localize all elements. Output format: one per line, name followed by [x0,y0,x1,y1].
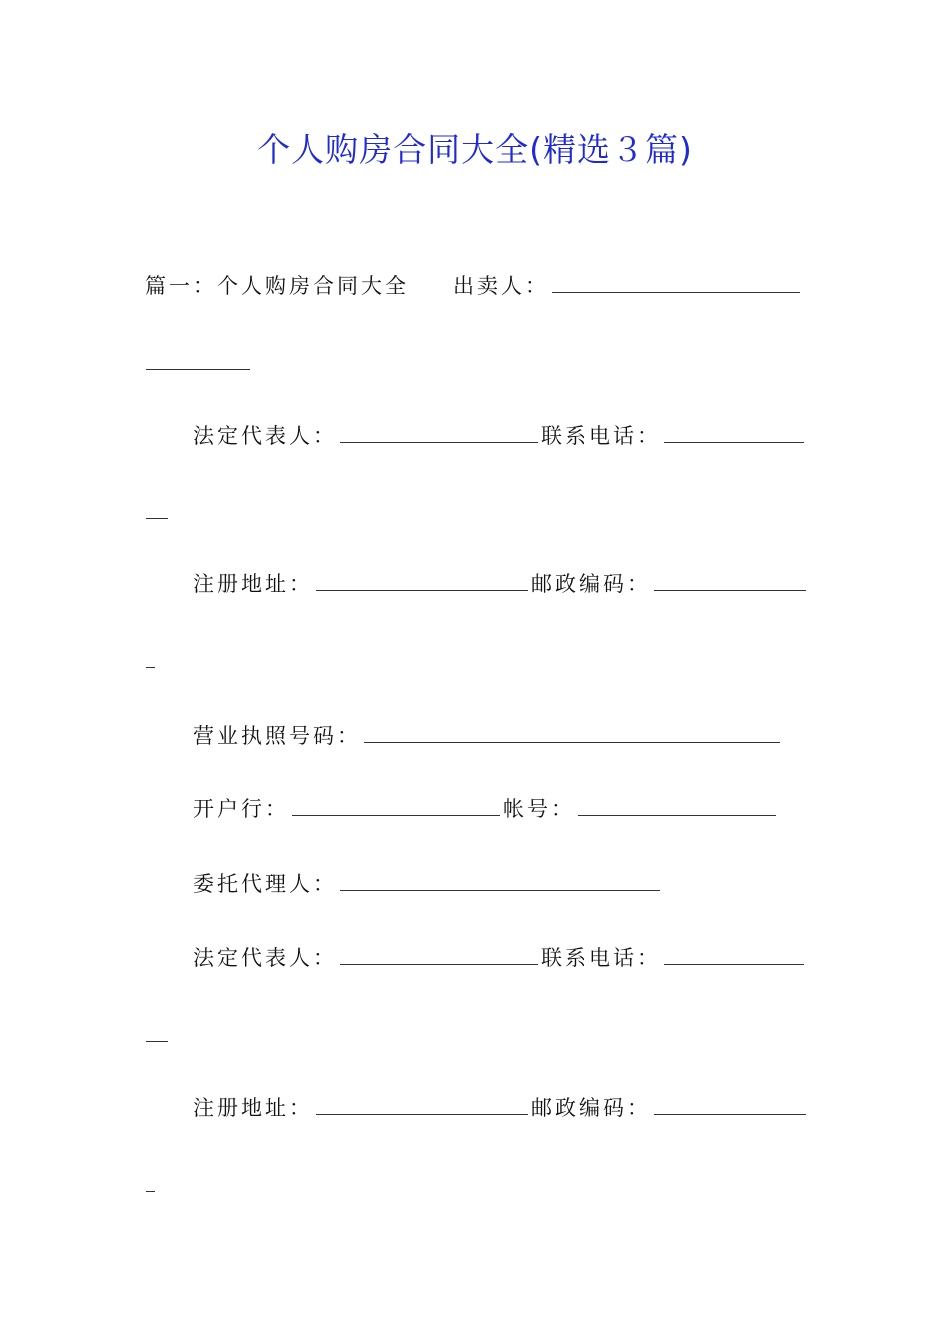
blank-phone-continuation [146,517,168,519]
field-label-postcode: 邮政编码： [531,572,651,596]
blank-postcode-continuation [146,666,155,668]
form-line [193,942,807,973]
field-label-seller: 出卖人： [453,274,549,298]
blank-legal-rep [340,420,538,443]
blank-postcode [654,568,806,591]
blank-address [316,568,528,591]
blank-bank [292,793,500,816]
field-label-legal-rep: 法定代表人： [193,424,337,448]
form-line [193,568,809,599]
blank-phone [664,942,804,965]
field-label-bank: 开户行： [193,797,289,821]
document-title: 个人购房合同大全(精选３篇) [257,130,693,169]
field-label-address: 注册地址： [193,572,313,596]
form-line [193,793,779,824]
blank-phone-continuation [146,1040,168,1042]
section-title: 篇一：个人购房合同大全 [145,274,409,298]
form-line [193,720,783,751]
blank-agent [340,868,660,891]
form-line [193,420,807,451]
form-line [193,1092,809,1123]
blank-account [578,793,776,816]
blank-license [364,720,780,743]
field-label-phone: 联系电话： [541,946,661,970]
field-label-phone: 联系电话： [541,424,661,448]
field-label-postcode: 邮政编码： [531,1096,651,1120]
blank-seller-continuation [146,368,250,370]
section-heading-line [145,270,803,301]
blank-seller [552,270,800,293]
field-label-agent: 委托代理人： [193,872,337,896]
blank-phone [664,420,804,443]
blank-postcode-continuation [146,1190,155,1192]
blank-address [316,1092,528,1115]
form-line [193,868,663,899]
blank-legal-rep [340,942,538,965]
field-label-address: 注册地址： [193,1096,313,1120]
field-label-legal-rep: 法定代表人： [193,946,337,970]
field-label-account: 帐号： [503,797,575,821]
blank-postcode [654,1092,806,1115]
field-label-license: 营业执照号码： [193,724,361,748]
